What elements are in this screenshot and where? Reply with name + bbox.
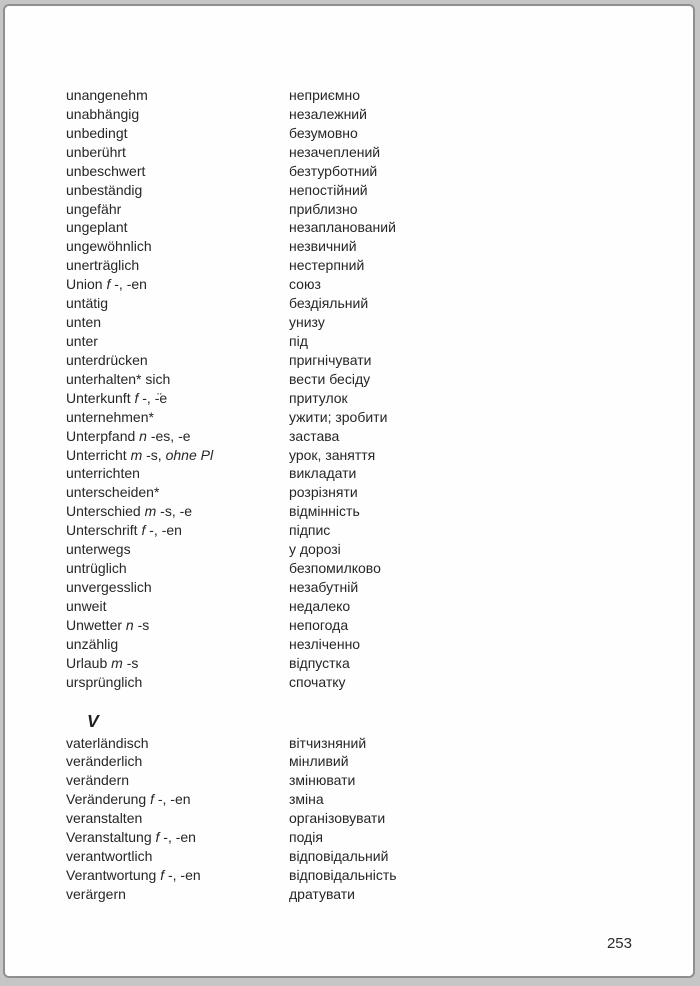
dict-row	[66, 389, 673, 408]
dict-row	[66, 237, 673, 256]
dictionary-list	[66, 86, 673, 904]
german-term: ungeplant	[66, 219, 128, 236]
dict-row	[66, 771, 673, 790]
ukrainian-translation: притулок	[289, 389, 348, 406]
ukrainian-translation: нестерпний	[289, 257, 365, 274]
german-term: unangenehm	[66, 87, 148, 103]
grammar-info: f -, -en	[106, 276, 147, 293]
grammar-info: m -s	[111, 654, 139, 671]
dict-row	[66, 124, 673, 143]
german-term: unterdrücken	[66, 351, 148, 368]
ukrainian-translation: вітчизняний	[289, 734, 367, 751]
ukrainian-translation: подія	[289, 829, 323, 846]
ukrainian-translation: відповідальний	[289, 848, 389, 865]
dict-row	[66, 464, 673, 483]
ukrainian-translation: мінливий	[289, 753, 349, 770]
ukrainian-translation: відповідальність	[289, 866, 397, 883]
german-term: veränderlich	[66, 753, 143, 770]
ukrainian-translation: неприємно	[289, 87, 360, 103]
ukrainian-translation: під	[289, 332, 308, 349]
german-term: untrüglich	[66, 560, 127, 577]
dict-row	[66, 370, 673, 389]
dict-row	[66, 502, 673, 521]
german-term: Veränderung f -, -en	[66, 791, 191, 808]
dict-row	[66, 218, 673, 237]
dict-row	[66, 200, 673, 219]
grammar-info: m -s, ohne Pl	[130, 446, 214, 463]
ukrainian-translation: приблизно	[289, 200, 358, 217]
german-term: unter	[66, 332, 98, 349]
ukrainian-translation: непогода	[289, 616, 349, 633]
german-term: unternehmen*	[66, 408, 154, 425]
german-term: verändern	[66, 772, 130, 789]
ukrainian-translation: незапланований	[289, 219, 396, 236]
dict-row	[66, 790, 673, 809]
ukrainian-translation: бездіяльний	[289, 295, 369, 312]
german-term: Unwetter n -s	[66, 616, 150, 633]
dict-row	[66, 885, 673, 904]
ukrainian-translation: розрізняти	[289, 484, 358, 501]
ukrainian-translation: відпустка	[289, 654, 350, 671]
german-term: Unterpfand n -es, -e	[66, 427, 191, 444]
ukrainian-translation: ужити; зробити	[289, 408, 388, 425]
ukrainian-translation: спочатку	[289, 673, 346, 690]
grammar-info: f -, -̈e	[134, 389, 168, 406]
dict-row	[66, 313, 673, 332]
german-term: unterhalten* sich	[66, 370, 171, 387]
ukrainian-translation: унизу	[289, 314, 325, 331]
section-header-v: V	[87, 710, 99, 731]
dict-row	[66, 540, 673, 559]
german-term: Verantwortung f -, -en	[66, 866, 201, 883]
german-term: unten	[66, 314, 102, 331]
dict-row	[66, 143, 673, 162]
ukrainian-translation: відмінність	[289, 503, 360, 520]
german-term: unweit	[66, 597, 107, 614]
ukrainian-translation: незвичний	[289, 238, 357, 255]
german-term: Unterkunft f -, -̈e	[66, 389, 168, 406]
dict-row	[66, 256, 673, 275]
german-term: unbedingt	[66, 124, 128, 141]
dict-row	[66, 809, 673, 828]
german-term: unabhängig	[66, 105, 140, 122]
dict-row	[66, 654, 673, 673]
dict-row	[66, 578, 673, 597]
ukrainian-translation: підпис	[289, 522, 331, 539]
ukrainian-translation: безтурботний	[289, 162, 378, 179]
german-term: unbeschwert	[66, 162, 146, 179]
dict-row	[66, 616, 673, 635]
dict-row	[66, 521, 673, 540]
dict-row	[66, 734, 673, 753]
german-term: ungewöhnlich	[66, 238, 152, 255]
ukrainian-translation: зміна	[289, 791, 324, 808]
ukrainian-translation: безпомилково	[289, 560, 381, 577]
grammar-info: n -s	[125, 616, 150, 633]
german-term: unzählig	[66, 635, 119, 652]
german-term: verärgern	[66, 885, 126, 902]
german-term: unberührt	[66, 143, 126, 160]
german-term: unerträglich	[66, 257, 140, 274]
german-term: vaterländisch	[66, 734, 149, 751]
grammar-info: f -, -en	[160, 866, 201, 883]
ukrainian-translation: у дорозі	[289, 541, 341, 558]
dict-row	[66, 866, 673, 885]
ukrainian-translation: союз	[289, 276, 321, 293]
dict-row	[66, 351, 673, 370]
ukrainian-translation: вести бесіду	[289, 370, 371, 387]
dict-row	[66, 181, 673, 200]
dict-row	[66, 275, 673, 294]
german-term: untätig	[66, 295, 109, 312]
german-term: unterrichten	[66, 465, 140, 482]
dict-row	[66, 673, 673, 692]
dict-row	[66, 752, 673, 771]
grammar-info: f -, -en	[150, 791, 191, 808]
ukrainian-translation: дратувати	[289, 885, 355, 902]
german-term: unvergesslich	[66, 578, 152, 595]
german-term: verantwortlich	[66, 848, 153, 865]
dict-row	[66, 86, 673, 105]
grammar-info: m -s, -e	[144, 503, 193, 520]
ukrainian-translation: пригнічувати	[289, 351, 372, 368]
ukrainian-translation: безумовно	[289, 124, 358, 141]
german-term: unbeständig	[66, 181, 143, 198]
dict-row	[66, 597, 673, 616]
dict-row	[66, 408, 673, 427]
ukrainian-translation: незачеплений	[289, 143, 381, 160]
ukrainian-translation: недалеко	[289, 597, 351, 614]
dict-row	[66, 446, 673, 465]
ukrainian-translation: незліченно	[289, 635, 361, 652]
ukrainian-translation: змінювати	[289, 772, 356, 789]
grammar-info: n -es, -e	[139, 427, 191, 444]
german-term: veranstalten	[66, 810, 143, 827]
ukrainian-translation: незабутній	[289, 578, 359, 595]
ukrainian-translation: організовувати	[289, 810, 386, 827]
ukrainian-translation: незалежний	[289, 105, 367, 122]
german-term: Unterschrift f -, -en	[66, 522, 182, 539]
german-term: ungefähr	[66, 200, 122, 217]
dict-row	[66, 162, 673, 181]
dict-row	[66, 483, 673, 502]
german-term: ursprünglich	[66, 673, 143, 690]
german-term: Urlaub m -s	[66, 654, 139, 671]
page-surface	[3, 4, 695, 978]
ukrainian-translation: непостійний	[289, 181, 368, 198]
german-term: Unterschied m -s, -e	[66, 503, 193, 520]
german-term: unterscheiden*	[66, 484, 160, 501]
dict-row	[66, 427, 673, 446]
dict-row	[66, 635, 673, 654]
dict-row	[66, 332, 673, 351]
grammar-info: f -, -en	[141, 522, 182, 539]
german-term: unterwegs	[66, 541, 131, 558]
grammar-info: f -, -en	[155, 829, 196, 846]
ukrainian-translation: урок, заняття	[289, 446, 376, 463]
dict-row	[66, 294, 673, 313]
page-number: 253	[606, 935, 632, 952]
dict-row	[66, 105, 673, 124]
german-term: Veranstaltung f -, -en	[66, 829, 196, 846]
dict-row	[66, 828, 673, 847]
ukrainian-translation: викладати	[289, 465, 357, 482]
german-term: Union f -, -en	[66, 276, 147, 293]
ukrainian-translation: застава	[289, 427, 340, 444]
dict-row	[66, 847, 673, 866]
german-term: Unterricht m -s, ohne Pl	[66, 446, 214, 463]
dict-row	[66, 559, 673, 578]
